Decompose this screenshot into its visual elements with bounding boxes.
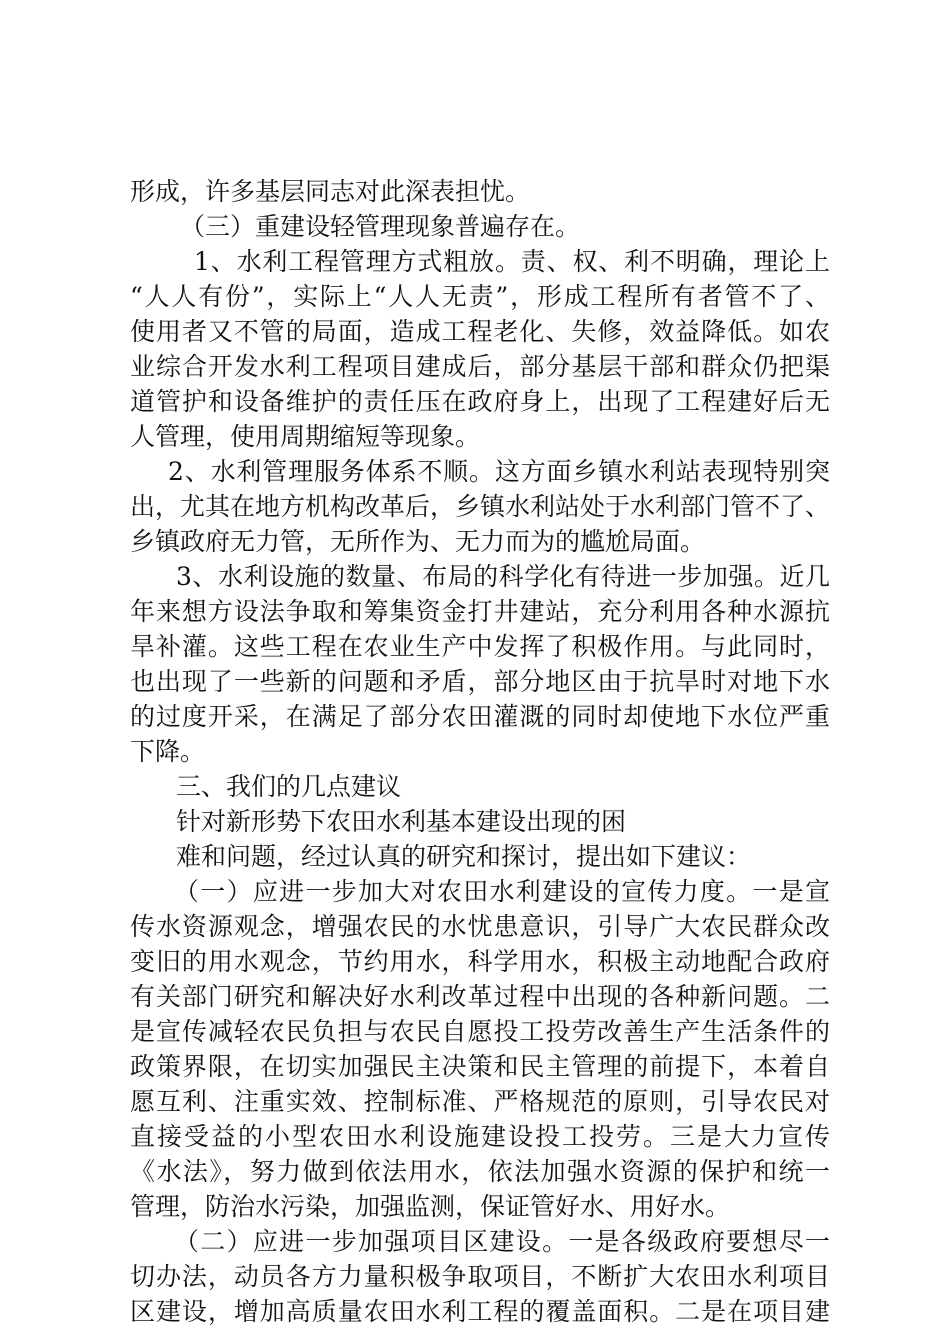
text-line: 有关部门研究和解决好水利改革过程中出现的各种新问题。二 — [130, 982, 830, 1011]
text-line: 区建设，增加高质量农田水利工程的覆盖面积。二是在项目建 — [130, 1297, 830, 1326]
text-line: 道管护和设备维护的责任压在政府身上，出现了工程建好后无 — [130, 387, 830, 416]
text-line: 下降。 — [130, 737, 206, 766]
text-line: 人管理，使用周期缩短等现象。 — [130, 422, 481, 451]
text-line: 旱补灌。这些工程在农业生产中发挥了积极作用。与此同时， — [130, 632, 830, 661]
text-line: 针对新形势下农田水利基本建设出现的困 — [176, 807, 627, 836]
text-line: 业综合开发水利工程项目建成后，部分基层干部和群众仍把渠 — [130, 352, 830, 381]
text-line: 出，尤其在地方机构改革后，乡镇水利站处于水利部门管不了、 — [130, 492, 830, 521]
text-line: 乡镇政府无力管，无所作为、无力而为的尴尬局面。 — [130, 527, 706, 556]
text-line: 变旧的用水观念，节约用水，科学用水，积极主动地配合政府 — [130, 947, 830, 976]
text-line: （二）应进一步加强项目区建设。一是各级政府要想尽一 — [174, 1227, 830, 1256]
text-line: 的过度开采，在满足了部分农田灌溉的同时却使地下水位严重 — [130, 702, 830, 731]
text-line: 难和问题，经过认真的研究和探讨，提出如下建议： — [176, 842, 752, 871]
section-heading: （三）重建设轻管理现象普遍存在。 — [180, 212, 581, 241]
text-line: 使用者又不管的局面，造成工程老化、失修，效益降低。如农 — [130, 317, 830, 346]
text-line: 直接受益的小型农田水利设施建设投工投劳。三是大力宣传 — [130, 1122, 830, 1151]
text-line: 形成，许多基层同志对此深表担忧。 — [130, 177, 531, 206]
text-line: “人人有份”，实际上“人人无责”，形成工程所有者管不了、 — [130, 282, 830, 311]
text-line: 1、水利工程管理方式粗放。责、权、利不明确，理论上 — [194, 247, 830, 276]
text-line: 《水法》，努力做到依法用水，依法加强水资源的保护和统一 — [130, 1157, 830, 1186]
text-line: 愿互利、注重实效、控制标准、严格规范的原则，引导农民对 — [130, 1087, 830, 1116]
text-line: 是宣传减轻农民负担与农民自愿投工投劳改善生产生活条件的 — [130, 1017, 830, 1046]
text-line: 传水资源观念，增强农民的水忧患意识，引导广大农民群众改 — [130, 912, 830, 941]
text-line: 切办法，动员各方力量积极争取项目，不断扩大农田水利项目 — [130, 1262, 830, 1291]
section-heading: 三、我们的几点建议 — [176, 772, 402, 801]
text-line: （一）应进一步加大对农田水利建设的宣传力度。一是宣 — [174, 877, 830, 906]
text-line: 3、水利设施的数量、布局的科学化有待进一步加强。近几 — [176, 562, 830, 591]
text-line: 年来想方设法争取和筹集资金打井建站，充分利用各种水源抗 — [130, 597, 830, 626]
text-line: 政策界限，在切实加强民主决策和民主管理的前提下，本着自 — [130, 1052, 830, 1081]
text-line: 管理，防治水污染，加强监测，保证管好水、用好水。 — [130, 1192, 731, 1221]
text-line: 2、水利管理服务体系不顺。这方面乡镇水利站表现特别突 — [168, 457, 830, 486]
text-line: 也出现了一些新的问题和矛盾，部分地区由于抗旱时对地下水 — [130, 667, 830, 696]
